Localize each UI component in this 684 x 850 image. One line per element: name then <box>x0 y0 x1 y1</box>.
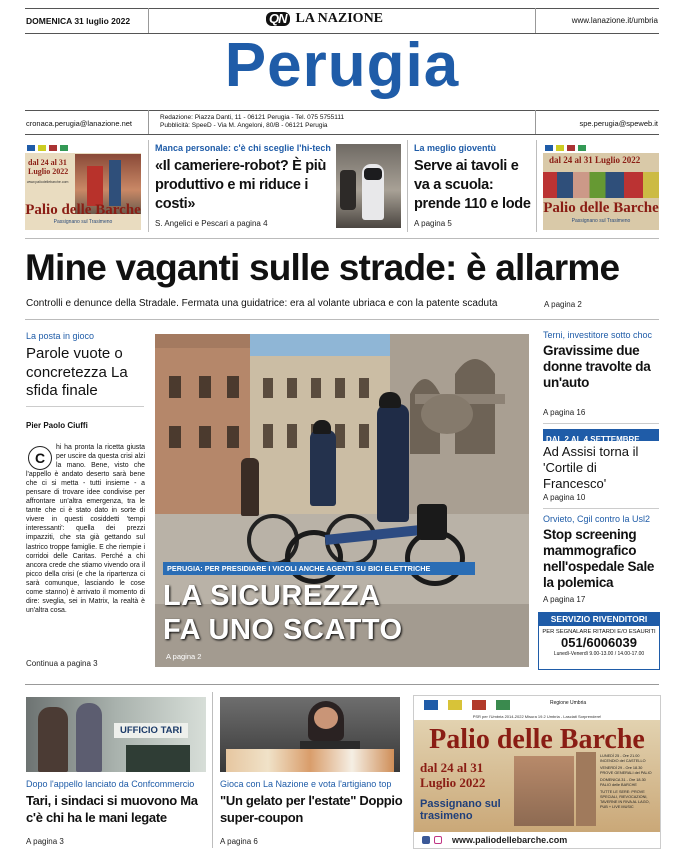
big-ad-dates: dal 24 al 31 Luglio 2022 <box>420 760 486 790</box>
newspaper-logo <box>266 11 383 27</box>
tari-sign: UFFICIO TARI <box>114 723 188 738</box>
robot-headline[interactable]: «Il cameriere-robot? È più produttivo e mi riduce i costi» <box>155 158 327 212</box>
robot-byline-text: S. Angelici e Pescari a pagina 4 <box>155 219 268 228</box>
right1-apag: A pagina 16 <box>543 408 586 417</box>
big-ad-town: Passignano sul trasimeno <box>420 798 501 822</box>
palio-ad-right[interactable] <box>543 144 659 230</box>
palio-ad-big[interactable] <box>413 695 661 849</box>
email-right[interactable]: spe.perugia@speweb.it <box>579 119 658 128</box>
right3-apag: A pagina 17 <box>543 595 586 604</box>
instagram-icon[interactable] <box>434 836 442 844</box>
palio-title-right: Palio delle Barche <box>543 200 659 216</box>
photo-caption-text: PERUGIA: PER PRESIDIARE I VICOLI ANCHE AGENTI SU BICI ELETTRICHE <box>167 564 431 573</box>
redazione-line1: Redazione: Piazza Danti, 11 - 06121 Perugia - Tel. 075 5755111 <box>160 114 345 121</box>
column-kicker: La posta in gioco <box>26 331 95 341</box>
big-ad-site[interactable]: www.paliodellebarche.com <box>452 835 568 845</box>
main-summary: Controlli e denunce della Stradale. Fermata una guidatrice: era al volante ubriaca e con la patente scaduta <box>26 298 498 309</box>
column-body-text: hi ha pronta la ricetta giusta per uscire da questa crisi alzi la mano. Bene, visto che l'appello è andato deserto sarà bene che ci si metta - tutti insieme - a pensare di trovare idee condivise per affrontare un'altra emergenza, tra le tante che ci è stato dato in sorte di vivere in questi cosiddetti 'tempi interessanti': quella dei prezzi impazziti, che sta già gettando sul lastrico troppe famiglie. E che riempie i corridoi delle Caritas. Perché a chi ancora crede che stiamo vivendo ora il picco della crisi (e che la ripartenza ci sarà comunque, lasciando le cose come stanno) è arrivato il momento di dire: sveglia, sei in Matrix, la realtà è un'altra cosa. <box>26 444 145 614</box>
photo-headline-2[interactable]: FA UNO SCATTO <box>163 614 403 646</box>
gelato-kicker: Gioca con La Nazione e vota l'artigiano top <box>220 779 392 789</box>
gelato-apag: A pagina 6 <box>220 837 258 846</box>
email-left[interactable]: cronaca.perugia@lanazione.net <box>26 119 133 128</box>
service-box[interactable] <box>538 612 660 670</box>
right2-kicker-box <box>543 429 659 444</box>
right1-kicker: Terni, investitore sotto choc <box>543 330 653 340</box>
tari-apag: A pagina 3 <box>26 837 64 846</box>
palio-site-small: www.paliodellebarche.com <box>27 180 69 184</box>
palio-ad-left[interactable] <box>25 144 141 230</box>
facebook-icon[interactable] <box>422 836 430 844</box>
right2-kicker: DAL 2 AL 4 SETTEMBRE <box>546 435 640 444</box>
big-ad-title: Palio delle Barche <box>429 724 645 755</box>
photo-headline-1[interactable]: LA SICUREZZA <box>163 580 381 612</box>
newspaper-name: LA NAZIONE <box>295 11 384 26</box>
robot-photo <box>336 144 401 228</box>
service-line: PER SEGNALARE RITARDI E/O ESAURITI <box>542 629 656 635</box>
palio-dates-right: dal 24 al 31 Luglio 2022 <box>549 155 641 165</box>
palio-subtitle: Passignano sul Trasimeno <box>53 219 113 225</box>
big-ad-top-note: PSR per l'Umbria 2014-2022 Misura 19.2 Umbria - Lasciati Sorprendere! <box>472 714 602 719</box>
qn-logo: QN <box>266 12 290 26</box>
gioventu-apag: A pagina 5 <box>414 219 452 228</box>
service-phone[interactable]: 051/6006039 <box>561 635 637 650</box>
right3-kicker: Orvieto, Cgil contro la Usl2 <box>543 514 651 524</box>
column-body <box>26 443 145 655</box>
palio-subtitle-right: Passignano sul Trasimeno <box>571 218 631 224</box>
column-author: Pier Paolo Ciuffi <box>26 421 88 430</box>
masthead-date: DOMENICA 31 luglio 2022 <box>26 16 131 26</box>
right2-apag: A pagina 10 <box>543 493 586 502</box>
service-hours: Lunedì-Venerdì 9.00-13.00 / 14.00-17.00 <box>553 651 645 657</box>
right3-headline[interactable]: Stop screening mammografico nell'ospedale Sale la polemica <box>543 527 655 590</box>
tari-headline[interactable]: Tari, i sindaci si muovono Ma c'è chi ha le mani legate <box>26 793 198 825</box>
gioventu-headline[interactable]: Serve ai tavoli e va a scuola: prende 110 e lode <box>414 158 531 212</box>
gioventu-kicker: La meglio gioventù <box>414 143 497 153</box>
website-link[interactable]: www.lanazione.it/umbria <box>571 16 658 25</box>
big-ad-prog4: TUTTE LE SERE: PROVE SPECIALI, RIEVOCAZIONI, TAVERNE IN RIVA AL LAGO, PUB + LIVE MUSIC <box>600 790 650 809</box>
big-ad-sponsor: Regione Umbria <box>550 700 587 706</box>
tari-photo <box>26 697 206 772</box>
gelato-headline[interactable]: "Un gelato per l'estate" Doppio super-coupon <box>220 793 403 825</box>
robot-byline <box>155 219 268 228</box>
tari-kicker: Dopo l'appello lanciato da Confcommercio <box>26 779 195 789</box>
right2-headline[interactable]: Ad Assisi torna il 'Cortile di Francesco' <box>543 444 639 491</box>
big-ad-prog3: DOMENICA 31 - Ore 18.30 PALIO delle BARCHE <box>600 778 646 787</box>
service-title: SERVIZIO RIVENDITORI <box>539 613 659 626</box>
big-ad-prog2: VENERDÌ 29 - Ore 18.30 PROVE GENERALI del PALIO <box>600 766 652 775</box>
photo-caption <box>163 562 475 575</box>
right1-headline[interactable]: Gravissime due donne travolte da un'auto <box>543 343 651 390</box>
dropcap-letter: C <box>34 450 46 466</box>
main-headline[interactable]: Mine vaganti sulle strade: è allarme <box>25 247 620 288</box>
redazione-line2: Pubblicità: SpeeD - Via M. Angeloni, 80/B - 06121 Perugia <box>160 122 328 129</box>
city-title: Perugia <box>224 31 460 100</box>
big-ad-prog1: LUNEDÌ 25 - Ore 21.00 INCENDIO del CASTELLO <box>600 754 646 763</box>
column-headline[interactable]: Parole vuote o concretezza La sfida finale <box>26 345 128 399</box>
photo-apag: A pagina 2 <box>166 652 202 661</box>
main-apag: A pagina 2 <box>544 300 582 309</box>
palio-dates: dal 24 al 31 Luglio 2022 <box>28 158 69 176</box>
column-continue[interactable]: Continua a pagina 3 <box>26 659 98 668</box>
palio-title: Palio delle Barche <box>25 202 141 218</box>
gelato-photo <box>220 697 400 772</box>
robot-kicker: Manca personale: c'è chi sceglie l'hi-tech <box>155 143 331 153</box>
